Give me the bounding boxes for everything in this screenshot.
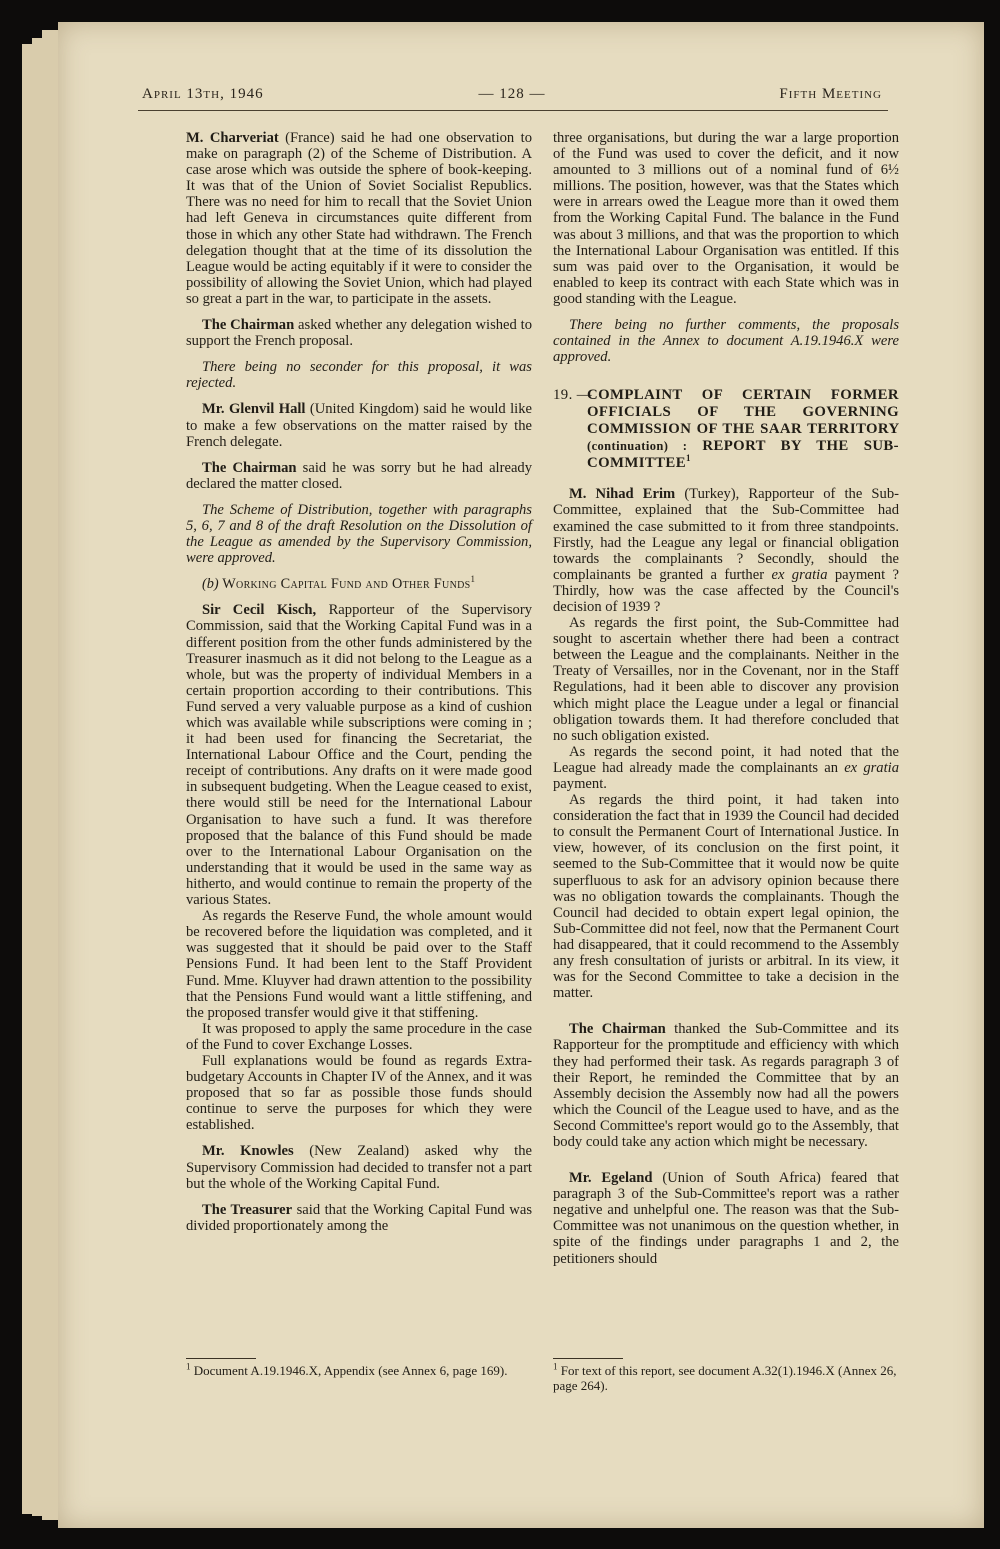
footnote-text: Document A.19.1946.X, Appendix (see Annex 6, page 169). <box>190 1363 508 1378</box>
paragraph <box>553 744 899 792</box>
paragraph-text: said he was sorry but he had already declared the matter closed. <box>186 459 533 492</box>
paragraph: three organisations, but during the war a large proportion of the Fund was used to cover the deficit, and it now amounted to 3 millions out of a nominal fund of 6½ millions. The position, however, was that the States which were in arrears owed the League more than it owed them from the Working Capital Fund. The balance in the Fund was about 3 millions, and that was the proportion to which the International Labour Organisation was entitled. If this sum was paid over to the Organisation, it would be enabled to keep its contract with each State which was in good standing with the League. <box>553 130 899 307</box>
speaker-name: Mr. Egeland <box>569 1170 653 1187</box>
header-date: April 13th, 1946 <box>142 86 264 102</box>
section-heading <box>186 576 532 592</box>
paragraph <box>186 401 532 449</box>
decision-italic: The Scheme of Distribution, together with paragraphs 5, 6, 7 and 8 of the draft Resolution on the Dissolution of the League as amended by the Supervisory Commission, were approved. <box>186 501 532 567</box>
header-meeting: Fifth Meeting <box>779 86 882 102</box>
footnote-right <box>553 1358 899 1393</box>
speaker-name: M. Nihad Erim <box>569 486 676 503</box>
paragraph-text: payment. <box>553 776 607 792</box>
speaker-name: The Chairman <box>569 1021 666 1038</box>
footnote-marker: 1 <box>685 453 691 464</box>
paragraph-text: asked whether any delegation wished to support the French proposal. <box>186 317 533 350</box>
paragraph <box>186 460 532 492</box>
header-page-number: — 128 — <box>478 86 546 102</box>
right-column <box>553 130 899 1277</box>
running-header <box>142 86 882 110</box>
paragraph-text: Rapporteur of the Supervisory Commission, said that the Working Capital Fund was in a different position from the other funds administered by the Treasurer inasmuch as it did not belong to the League as a whole, but was the property of individual Members in a certain proportion according to their contributions. This Fund served a very valuable purpose as a kind of cushion which was available while subscriptions were coming in ; it had been used for financing the Secretariat, the International Labour Office and the Court, pending the receipt of contributions. Any drafts on it were made good in subsequent budgeting. When the League ceased to exist, there would still be need for the International Labour Organisation to have such a fund. It was therefore proposed that the balance of this Fund should be made over to the International Labour Organisation on the understanding that it would be used in the same way as hitherto, and would continue to remain the property of the various States. <box>186 602 532 909</box>
paragraph <box>186 130 532 307</box>
paragraph <box>553 486 899 615</box>
section-heading <box>553 387 899 472</box>
section-title: Working Capital Fund and Other Funds <box>222 576 471 593</box>
paragraph <box>186 317 532 349</box>
paragraph: Full explanations would be found as regards Extra-budgetary Accounts in Chapter IV of the Annex, and it was proposed that so far as possible those funds should continue to serve the purposes for which they were established. <box>186 1052 532 1134</box>
paragraph <box>553 1170 899 1267</box>
speaker-name: The Treasurer <box>202 1201 293 1218</box>
paragraph <box>186 1143 532 1191</box>
section-number: 19. — <box>553 387 592 404</box>
paragraph-italic: ex gratia <box>771 566 828 583</box>
paragraph-text: (France) said he had one observation to make on paragraph (2) of the Scheme of Distribution. A case arose which was outside the sphere of book-keeping. It was that of the Union of Soviet Socialist Republics. There was no need for him to recall that the Soviet Union had left Geneva in circumstances quite different from those in which any other State had withdrawn. The French delegation thought that at the time of its dissolution the League would be acting equitably if it were to consider the possibility of allowing the Soviet Union, which had played so great a part in the war, to participate in the assets. <box>186 130 533 307</box>
section-title: COMPLAINT OF CERTAIN FORMER OFFICIALS OF THE GOVERNING COMMISSION OF THE SAAR TERRITORY <box>587 387 899 438</box>
paragraph <box>186 1202 532 1234</box>
footnote-marker: 1 <box>553 1361 558 1372</box>
paragraph-italic: ex gratia <box>844 759 899 776</box>
paragraph-text: (Union of South Africa) feared that paragraph 3 of the Sub-Committee's report was a rather negative and unhelpful one. The reason was that the Sub-Committee was not unanimous on the question whether, in spite of the findings under paragraphs 1 and 2, the petitioners should <box>553 1170 899 1267</box>
paragraph <box>186 602 532 908</box>
decision-italic: There being no further comments, the proposals contained in the Annex to document A.19.1946.X were approved. <box>553 317 899 366</box>
speaker-name: Mr. Glenvil Hall <box>202 401 306 418</box>
footnote-left <box>186 1358 532 1378</box>
paragraph: It was proposed to apply the same procedure in the case of the Fund to cover Exchange Losses. <box>186 1020 532 1053</box>
paragraph: As regards the first point, the Sub-Committee had sought to ascertain whether there had been a contract between the League and the complainants. Neither in the Treaty of Versailles, nor in the Covenant, nor in the Staff Regulations, had it been able to discover any provision which might place the League under a legal or financial obligation towards them. It had therefore concluded that no such obligation existed. <box>553 615 899 744</box>
speaker-name: The Chairman <box>202 459 297 476</box>
speaker-name: The Chairman <box>202 317 295 334</box>
paragraph: As regards the Reserve Fund, the whole amount would be recovered before the liquidation was completed, and it was suggested that it should be paid over to the Staff Pensions Fund. It had been lent to the Staff Provident Fund. Mme. Kluyver had drawn attention to the possibility that the Pensions Fund would want a little stiffening, and the proposed transfer would give it that stiffening. <box>186 908 532 1021</box>
footnote-rule <box>186 1358 256 1359</box>
paragraph <box>553 1021 899 1150</box>
footnote-rule <box>553 1358 623 1359</box>
decision-italic: There being no seconder for this proposal, it was rejected. <box>186 359 532 392</box>
paragraph-text: thanked the Sub-Committee and its Rapporteur for the promptitude and efficiency with which they had performed their task. As regards paragraph 3 of their Report, he reminded the Committee that by an Assembly decision the Assembly now had all the powers which the Council of the League used to have, and as the Second Committee's report would go to the Assembly, that body could take any action which might be necessary. <box>553 1021 899 1150</box>
paragraph-text: said that the Working Capital Fund was divided proportionately among the <box>186 1201 532 1234</box>
footnote-text: For text of this report, see document A.32(1).1946.X (Annex 26, page 264). <box>553 1363 897 1393</box>
paragraph-text: (New Zealand) asked why the Supervisory Commission had decided to transfer not a part but the whole of the Working Capital Fund. <box>186 1143 532 1192</box>
speaker-name: Sir Cecil Kisch, <box>202 602 317 619</box>
speaker-name: Mr. Knowles <box>202 1143 294 1160</box>
section-title: REPORT BY THE SUB-COMMITTEE <box>587 438 900 472</box>
left-column <box>186 130 532 1244</box>
paragraph-text: As regards the second point, it had noted that the League had already made the complainants an <box>553 743 899 776</box>
section-label: (b) <box>202 576 219 593</box>
header-rule <box>138 110 888 111</box>
footnote-marker: 1 <box>186 1361 191 1372</box>
section-title-continuation: (continuation) : <box>587 439 688 454</box>
footnote-marker: 1 <box>470 574 475 585</box>
speaker-name: M. Charveriat <box>186 130 279 146</box>
paragraph-text: (United Kingdom) said he would like to make a few observations on the matter raised by the French delegate. <box>186 401 532 450</box>
paragraph-text: (Turkey), Rapporteur of the Sub-Committee, explained that the Sub-Committee had examined the case submitted to it from three standpoints. Firstly, had the League any legal or financial obligation towards the complainants ? Secondly, should the complainants be granted a further <box>553 486 899 583</box>
paragraph: As regards the third point, it had taken into consideration the fact that in 1939 the Council had decided to consult the Permanent Court of International Justice. In view, however, of its conclusion on the first point, it seemed to the Sub-Committee that it would now be quite superfluous to ask for an advisory opinion because there was no obligation towards the complainants. Though the Council had decided to obtain expert legal opinion, the Sub-Committee did not feel, now that the Permanent Court had disappeared, that it could recommend to the Assembly any fresh consultation of jurists or arbitral. In its view, it was for the Second Committee to take a decision in the matter. <box>553 792 899 1002</box>
paragraph-text: payment ? Thirdly, how was the case affected by the Council's decision of 1939 ? <box>553 566 899 615</box>
